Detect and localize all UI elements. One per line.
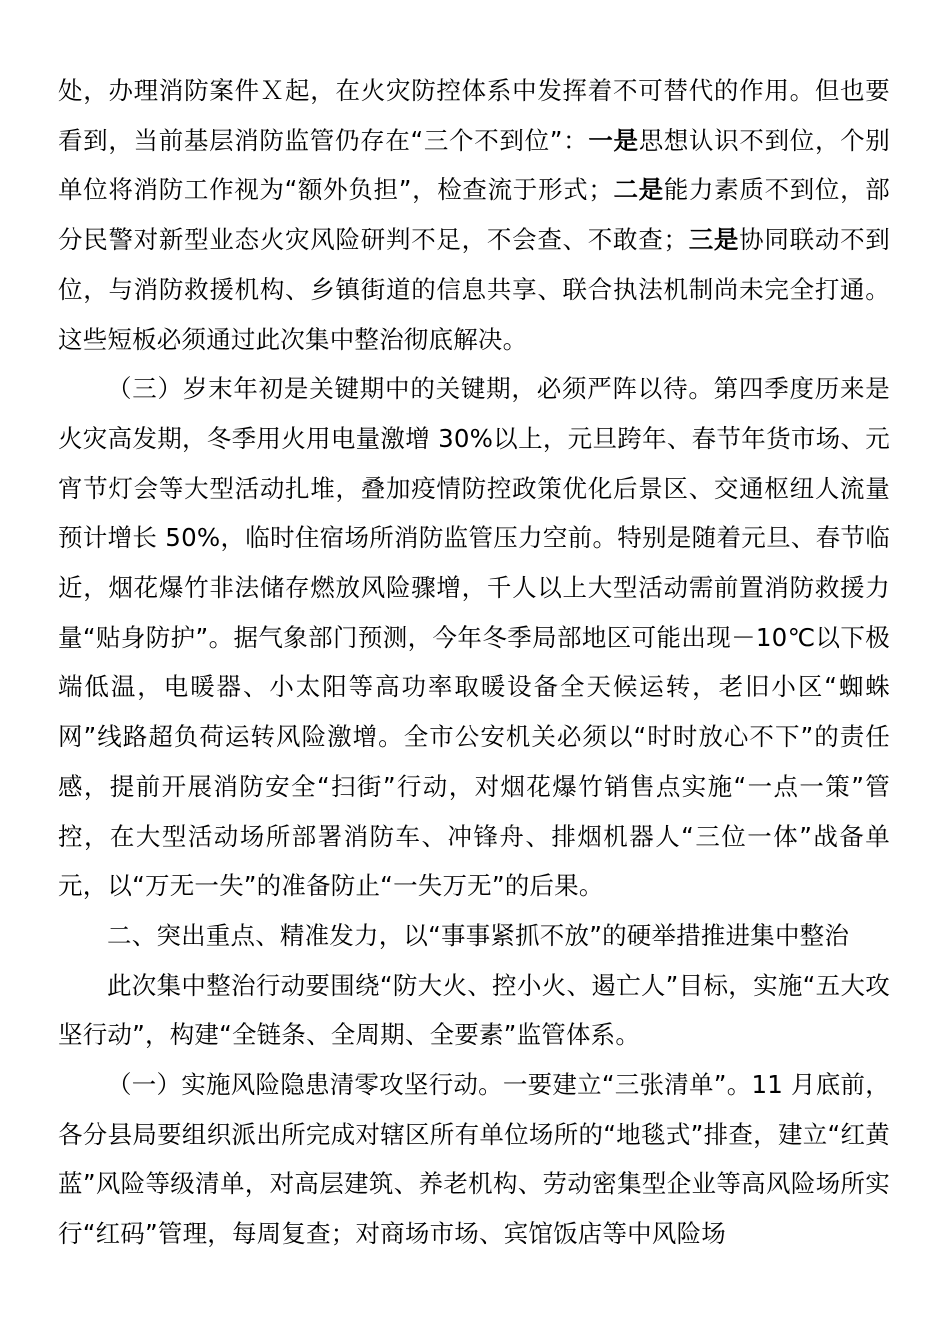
document-body: [58, 66, 890, 1259]
bold-marker-third: 三是: [688, 225, 740, 255]
paragraph-text: 协同联动不到位，与消防救援机构、乡镇街道的信息共享、联合执法机制尚未完全打通。这些短板必须通过此次集中整治彻底解决。: [58, 225, 890, 354]
paragraph-overview: 此次集中整治行动要围绕“防大火、控小火、遏亡人”目标，实施“五大攻坚行动”，构建“全链条、全周期、全要素”监管体系。: [58, 970, 890, 1050]
paragraph-continuation: [58, 66, 890, 364]
paragraph-text: 处，办理消防案件Ｘ起，在火灾防控体系中发挥着不可替代的作用。但也要看到，当前基层消防监管仍存在“三个不到位”：: [58, 76, 890, 155]
paragraph-key-period: （三）岁末年初是关键期中的关键期，必须严阵以待。第四季度历来是火灾高发期，冬季用火用电量激增 30%以上，元旦跨年、春节年货市场、元宵节灯会等大型活动扎堆，叠加疫情防控政策优化后景区、交通枢纽人流量预计增长 50%，临时住宿场所消防监管压力空前。特别是随着元旦、春节临近，烟花爆竹非法储存燃放风险骤增，千人以上大型活动需前置消防救援力量“贴身防护”。据气象部门预测，今年冬季局部地区可能出现－10℃以下极端低温，电暖器、小太阳等高功率取暖设备全天候运转，老旧小区“蜘蛛网”线路超负荷运转风险激增。全市公安机关必须以“时时放心不下”的责任感，提前开展消防安全“扫街”行动，对烟花爆竹销售点实施“一点一策”管控，在大型活动场所部署消防车、冲锋舟、排烟机器人“三位一体”战备单元，以“万无一失”的准备防止“一失万无”的后果。: [58, 374, 890, 901]
paragraph-text: 思想认识不到位，个别单位将消防工作视为“额外负担”，检查流于形式；: [58, 125, 890, 205]
section-heading: 二、突出重点、精准发力，以“事事紧抓不放”的硬举措推进集中整治: [107, 920, 850, 950]
bold-marker-first: 一是: [588, 125, 639, 155]
paragraph-text: 能力素质不到位，部分民警对新型业态火灾风险研判不足，不会查、不敢查；: [58, 175, 890, 255]
paragraph-risk-clearance: （一）实施风险隐患清零攻坚行动。一要建立“三张清单”。11 月底前，各分县局要组织派出所完成对辖区所有单位场所的“地毯式”排查，建立“红黄蓝”风险等级清单，对高层建筑、养老机构、劳动密集型企业等高风险场所实行“红码”管理，每周复查；对商场市场、宾馆饭店等中风险场: [58, 1070, 890, 1249]
bold-marker-second: 二是: [613, 175, 664, 205]
